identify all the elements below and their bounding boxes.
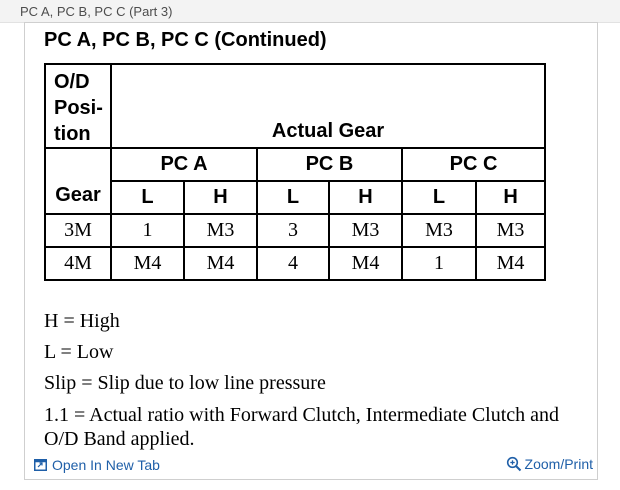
actual-gear-header: Actual Gear	[111, 64, 545, 148]
table-row	[45, 247, 545, 280]
group-header: PC B	[257, 148, 402, 181]
gear-table	[44, 63, 546, 281]
top-bar	[0, 0, 620, 23]
group-header: PC A	[111, 148, 257, 181]
table-cell: 1	[111, 214, 184, 247]
table-row	[45, 214, 545, 247]
legend-item: H = High	[44, 310, 120, 332]
open-in-new-tab-link[interactable]	[34, 456, 160, 474]
figure-title: PC A, PC B, PC C (Continued)	[44, 29, 327, 51]
table-row	[45, 181, 545, 214]
legend-item: Slip = Slip due to low line pressure	[44, 372, 326, 394]
table-cell: M4	[476, 247, 545, 280]
gear-cell: 3M	[45, 214, 111, 247]
table-cell: M4	[111, 247, 184, 280]
group-header: PC C	[402, 148, 545, 181]
table-cell: M3	[184, 214, 257, 247]
sub-header: L	[402, 181, 476, 214]
table-cell: M3	[329, 214, 402, 247]
legend-item: L = Low	[44, 341, 114, 363]
table-row	[45, 148, 545, 181]
open-tab-label: Open In New Tab	[52, 457, 160, 473]
sub-header: H	[329, 181, 402, 214]
table-cell: 4	[257, 247, 329, 280]
gear-cell: 4M	[45, 247, 111, 280]
table-cell: M4	[329, 247, 402, 280]
table-cell: M3	[402, 214, 476, 247]
table-cell: 3	[257, 214, 329, 247]
legend-item: 1.1 = Actual ratio with Forward Clutch, Intermediate Clutch and O/D Band applied.	[44, 404, 560, 450]
open-tab-icon	[34, 459, 47, 471]
breadcrumb: PC A, PC B, PC C (Part 3)	[20, 4, 173, 19]
gear-header: Gear	[45, 148, 111, 214]
table-cell: M3	[476, 214, 545, 247]
table-cell: M4	[184, 247, 257, 280]
sub-header: L	[111, 181, 184, 214]
table-row	[45, 64, 545, 148]
od-position-header: O/D Posi- tion	[45, 64, 111, 148]
zoom-icon	[506, 456, 522, 472]
zoom-print-label: Zoom/Print	[524, 456, 593, 472]
table-cell: 1	[402, 247, 476, 280]
sub-header: L	[257, 181, 329, 214]
zoom-print-link[interactable]	[506, 454, 593, 474]
sub-header: H	[476, 181, 545, 214]
sub-header: H	[184, 181, 257, 214]
